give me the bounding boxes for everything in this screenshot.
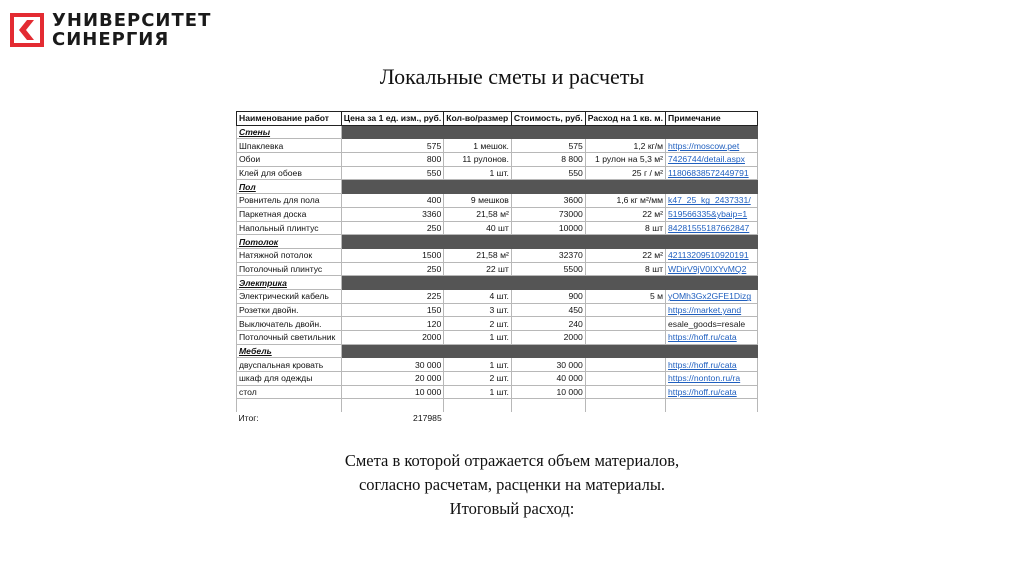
table-cell: 1,2 кг/м [585,139,665,153]
table-cell: шкаф для одежды [237,372,342,386]
section-fill [511,344,585,358]
empty-cell [666,399,758,412]
total-value: 217985 [413,413,442,424]
table-row [237,221,758,235]
empty-cell [585,412,665,425]
table-cell: 150 [341,303,444,317]
table-cell: 21,58 м² [444,248,512,262]
table-cell: 8 шт [585,221,665,235]
table-cell: 73000 [511,207,585,221]
table-cell [585,372,665,386]
table-cell: Натяжной потолок [237,248,342,262]
table-cell [585,358,665,372]
table-cell: двуспальная кровать [237,358,342,372]
slide-title: Локальные сметы и расчеты [379,64,645,89]
note-cell[interactable]: 519566335&ybaip=1 [666,207,758,221]
table-cell [585,317,665,331]
table-cell: 120 [341,317,444,331]
section-fill [666,235,758,249]
section-fill [585,125,665,139]
table-cell: Ровнитель для пола [237,194,342,208]
total-label: Итог: [238,413,259,424]
table-cell: 1500 [341,248,444,262]
note-cell[interactable]: https://hoff.ru/cata [666,358,758,372]
section-fill [585,180,665,194]
table-row [237,331,758,345]
table-cell [585,303,665,317]
table-cell: 2000 [511,331,585,345]
table-cell: Паркетная доска [237,207,342,221]
section-title: Электрика [237,276,342,290]
table-cell: 9 мешков [444,194,512,208]
table-cell: 1 шт. [444,358,512,372]
section-fill [666,180,758,194]
section-fill [511,235,585,249]
table-cell: 550 [511,166,585,180]
caption-line: согласно расчетам, расценки на материалы. [358,475,666,494]
table-row [237,372,758,386]
empty-cell [444,399,512,412]
table-cell: стол [237,385,342,399]
table-cell: Выключатель двойн. [237,317,342,331]
table-cell: 30 000 [341,358,444,372]
note-cell[interactable]: https://nonton.ru/ra [666,372,758,386]
section-fill [341,180,444,194]
note-cell[interactable]: yOMh3Gx2GFE1Dizg [666,289,758,303]
note-cell[interactable]: k47_25_kg_2437331/ [666,194,758,208]
empty-cell [341,399,444,412]
table-cell: Потолочный плинтус [237,262,342,276]
column-header: Цена за 1 ед. изм., руб. [341,112,444,126]
table-cell: 40 шт [444,221,512,235]
table-cell: 250 [341,221,444,235]
table-cell: 3 шт. [444,303,512,317]
table-cell: 1 шт. [444,331,512,345]
table-row [237,139,758,153]
table-cell: 25 г / м² [585,166,665,180]
table-cell: 575 [341,139,444,153]
empty-cell [585,399,665,412]
note-cell[interactable]: 42113209510920191 [666,248,758,262]
table-cell: Напольный плинтус [237,221,342,235]
table-cell: Шпаклевка [237,139,342,153]
table-cell: 800 [341,153,444,167]
section-fill [511,125,585,139]
table-cell: 40 000 [511,372,585,386]
table-row [237,289,758,303]
table-cell: 32370 [511,248,585,262]
table-row [237,262,758,276]
section-title: Пол [237,180,342,194]
total-row [237,412,758,425]
table-cell: 1 рулон на 5,3 м² [585,153,665,167]
section-title: Мебель [237,344,342,358]
empty-cell [511,399,585,412]
section-fill [585,276,665,290]
table-cell: 21,58 м² [444,207,512,221]
table-row [237,358,758,372]
section-fill [511,276,585,290]
section-row [237,235,758,249]
table-cell: 1,6 кг м²/мм [585,194,665,208]
note-cell[interactable]: 11806838572449791 [666,166,758,180]
note-cell[interactable]: https://moscow.pet [666,139,758,153]
table-header-row [237,112,758,126]
table-row [237,153,758,167]
empty-cell [511,412,585,425]
section-fill [341,276,444,290]
table-cell: 550 [341,166,444,180]
note-cell[interactable]: https://hoff.ru/cata [666,385,758,399]
column-header: Кол-во/размер [444,112,512,126]
section-fill [666,344,758,358]
table-body [237,112,758,425]
table-cell: 250 [341,262,444,276]
brand-logo [10,10,211,50]
slide-caption [0,449,1024,521]
section-fill [341,344,444,358]
table-cell: 900 [511,289,585,303]
section-fill [585,344,665,358]
table-cell: 3360 [341,207,444,221]
section-fill [341,235,444,249]
table-cell: 5500 [511,262,585,276]
section-title: Потолок [237,235,342,249]
table-row [237,317,758,331]
table-cell: Розетки двойн. [237,303,342,317]
table-cell: 22 м² [585,248,665,262]
section-fill [511,180,585,194]
note-cell[interactable]: 7426744/detail.aspx [666,153,758,167]
note-cell[interactable]: 84281555187662847 [666,221,758,235]
table-cell [585,385,665,399]
section-row [237,125,758,139]
table-row [237,194,758,208]
table-cell: 225 [341,289,444,303]
brand-name [52,11,211,49]
table-cell: 4 шт. [444,289,512,303]
empty-cell [666,412,758,425]
note-cell[interactable]: WDirV9jV0IXYvMQ2 [666,262,758,276]
table-cell: 240 [511,317,585,331]
section-row [237,276,758,290]
table-row [237,207,758,221]
caption-line: Итоговый расход: [449,499,575,518]
section-row [237,180,758,194]
table-cell: 22 м² [585,207,665,221]
table-cell: 2 шт. [444,317,512,331]
table-cell: 10 000 [511,385,585,399]
section-fill [666,276,758,290]
note-cell: esale_goods=resale [666,317,758,331]
table-cell: 10000 [511,221,585,235]
spacer-row [237,399,758,412]
table-cell: 2000 [341,331,444,345]
table-cell: 22 шт [444,262,512,276]
table-cell: 2 шт. [444,372,512,386]
table-cell: 3600 [511,194,585,208]
table-cell: 5 м [585,289,665,303]
table-cell: 11 рулонов. [444,153,512,167]
table-cell: Электрический кабель [237,289,342,303]
table-cell: 10 000 [341,385,444,399]
section-fill [444,344,512,358]
brand-line-2: СИНЕРГИЯ [52,29,170,50]
section-fill [444,276,512,290]
brand-line-1: УНИВЕРСИТЕТ [52,10,212,31]
section-fill [444,125,512,139]
estimate-table [236,111,758,425]
table-cell: Клей для обоев [237,166,342,180]
table-cell: 30 000 [511,358,585,372]
section-fill [666,125,758,139]
table-cell: 450 [511,303,585,317]
estimate-spreadsheet [236,111,758,429]
caption-line: Смета в которой отражается объем материалов, [344,451,680,470]
table-row [237,385,758,399]
empty-cell [237,399,342,412]
section-title: Стены [237,125,342,139]
empty-cell [444,412,512,425]
note-cell[interactable]: https://hoff.ru/cata [666,331,758,345]
table-cell: 8 800 [511,153,585,167]
synergy-logo-icon [10,13,44,47]
section-fill [585,235,665,249]
column-header: Стоимость, руб. [511,112,585,126]
section-row [237,344,758,358]
table-row [237,303,758,317]
column-header: Расход на 1 кв. м. [585,112,665,126]
table-row [237,248,758,262]
table-cell: 400 [341,194,444,208]
column-header: Наименование работ [237,112,342,126]
table-cell: 575 [511,139,585,153]
table-cell: Потолочный светильник [237,331,342,345]
section-fill [444,180,512,194]
table-cell: 1 шт. [444,166,512,180]
table-cell [585,331,665,345]
column-header: Примечание [666,112,758,126]
table-cell: 20 000 [341,372,444,386]
table-row [237,166,758,180]
table-cell: Обои [237,153,342,167]
note-cell[interactable]: https://market.yand [666,303,758,317]
table-cell: 1 мешок. [444,139,512,153]
table-cell: 8 шт [585,262,665,276]
section-fill [341,125,444,139]
table-cell: 1 шт. [444,385,512,399]
section-fill [444,235,512,249]
